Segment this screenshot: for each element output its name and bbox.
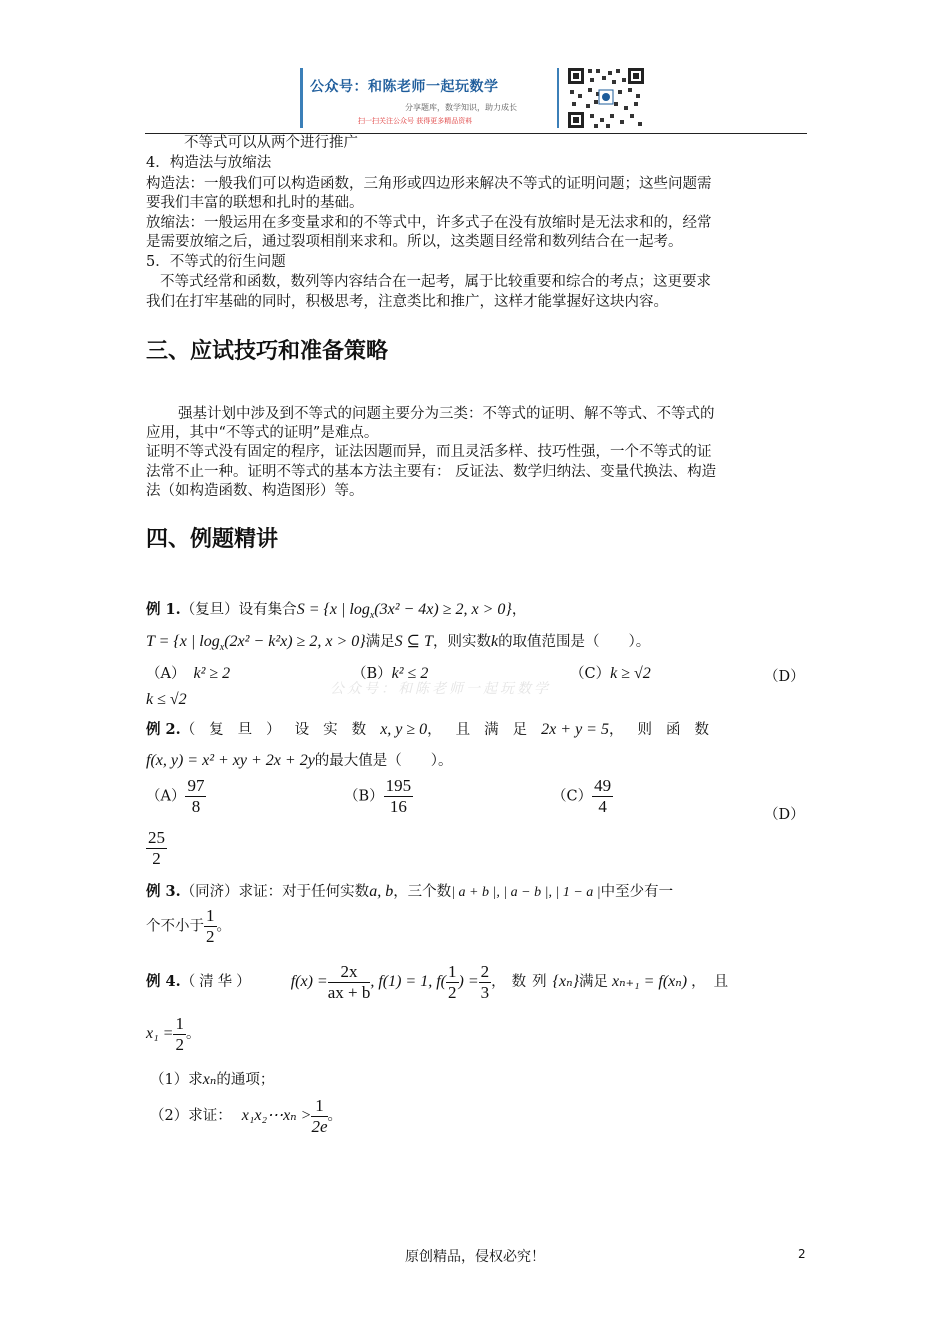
- header-banner: [300, 66, 648, 132]
- example-2-line-2: f(x, y) = x² + xy + 2x + 2y的最大值是（ ）。: [146, 752, 453, 769]
- footer-notice: 原创精品，侵权必究！: [405, 1249, 545, 1265]
- fraction: $\frac{195}{16}$: [385, 776, 412, 816]
- intro-line: 要我们丰富的联想和扎时的基础。: [146, 195, 364, 211]
- example-1-line-1: 例 1.（复旦）设有集合S = {x | $\log_x(3x^2 - 4x) \ge 2$, x > 0}，: [146, 601, 527, 622]
- fraction: $\frac{49}{4}$: [594, 776, 612, 816]
- example-2-option-d: [146, 828, 167, 869]
- fraction: $\frac{97}{8}$: [187, 776, 205, 816]
- example-label: 例 3.: [146, 883, 181, 900]
- fraction: $\frac{2}{3}$: [480, 961, 490, 1002]
- example-label: 例 4.: [146, 973, 181, 990]
- example-1-option-a: （A） k² ≥ 2: [146, 665, 231, 682]
- page-number: 2: [798, 1247, 806, 1261]
- section3-line: 法（如构造函数、构造图形）等。: [146, 483, 364, 499]
- intro-line: 放缩法：一般运用在多变量求和的不等式中，许多式子在没有放缩时是无法求和的，经常: [146, 215, 712, 231]
- section3-line: 应用，其中“不等式的证明”是难点。: [146, 425, 379, 441]
- example-1-option-d-label: （D）: [764, 669, 805, 685]
- section-heading: 三、应试技巧和准备策略: [146, 339, 389, 364]
- fraction: $\frac{1}{2}$: [448, 961, 457, 1002]
- watermark: 公众号：和陈老师一起玩数学: [330, 681, 551, 697]
- banner-title: 公众号：和陈老师一起玩数学: [310, 79, 499, 95]
- math-set-s: S = {x | $\log_x(3x^2 - 4x) \ge 2$, x > 0}: [296, 601, 512, 622]
- intro-item-5: 5．不等式的衍生问题: [146, 254, 286, 270]
- example-1-option-d: k ≤ √2: [146, 691, 187, 708]
- fraction: $\frac{2x}{ax + b}$: [327, 961, 371, 1002]
- fraction: $\frac{1}{2}$: [175, 1013, 184, 1054]
- example-label: 例 1.: [146, 601, 181, 618]
- banner-scan-hint: 扫一扫关注公众号 获得更多精品资料: [358, 117, 473, 125]
- banner-slogan: 分享题库，数学知识，助力成长: [405, 103, 517, 112]
- example-4-question-1: （1）求xₙ的通项；: [150, 1071, 275, 1088]
- example-3-line-1: 例 3.（同济）求证：对于任何实数a, b，三个数| a + b |, | a − b |, | 1 − a |中至少有一: [146, 883, 674, 900]
- fraction: $\frac{1}{2}$: [206, 906, 215, 946]
- example-2-option-c: （C） $\frac{49}{4}$: [552, 776, 612, 816]
- section3-line: 强基计划中涉及到不等式的问题主要分为三类：不等式的证明、解不等式、不等式的: [178, 406, 715, 422]
- qr-code-icon: [566, 66, 646, 130]
- fraction: $\frac{25}{2}$: [148, 828, 165, 868]
- example-4-line-2: x₁ = $\frac{1}{2}$ 。: [146, 1013, 201, 1054]
- section-heading: 四、例题精讲: [146, 527, 279, 552]
- intro-line: 不等式可以从两个进行推广: [184, 135, 358, 151]
- section3-line: 证明不等式没有固定的程序，证法因题而异，而且灵活多样、技巧性强，一个不等式的证: [146, 444, 712, 460]
- example-1-option-b: （B）k² ≤ 2: [352, 665, 429, 682]
- intro-line: 构造法：一般我们可以构造函数，三角形或四边形来解决不等式的证明问题；这些问题需: [146, 176, 712, 192]
- intro-line: 是需要放缩之后，通过裂项相削来求和。所以，这类题目经常和数列结合在一起考。: [146, 234, 683, 250]
- banner-left-bar: [300, 68, 303, 128]
- math-set-t: T = {x | $\log_x(2x^2 - k^2x) \ge 2$, x > 0}: [146, 633, 366, 654]
- banner-divider: [557, 68, 559, 128]
- example-2-line-1: 例 2.（复旦）设实数x, y ≥ 0，且满足2x + y = 5，则函数: [146, 721, 723, 738]
- intro-item-4: 4．构造法与放缩法: [146, 155, 272, 171]
- example-label: 例 2.: [146, 721, 181, 738]
- example-3-line-2: 个不小于 $\frac{1}{2}$ 。: [146, 906, 231, 946]
- example-4-line-1: 例 4.（清华） f(x) = $\frac{2x}{ax + b}$ , f(1) = 1, f( $\frac{1}{2}$ ) = $\frac{2}{3}$ ，数列{xₙ}满足 xₙ₊₁ = f(xₙ) ，且: [146, 961, 737, 1002]
- example-4-question-2: （2）求证： x₁x₂⋯xₙ > $\frac{1}{2e}$ 。: [150, 1095, 342, 1136]
- intro-line: 不等式经常和函数，数列等内容结合在一起考，属于比较重要和综合的考点；这更要求: [160, 274, 711, 290]
- fraction: $\frac{1}{2e}$: [311, 1095, 328, 1136]
- example-1-line-2: T = {x | $\log_x(2x^2 - k^2x) \ge 2$, x > 0}满足S ⊆ T，则实数k的取值范围是（ ）。: [146, 633, 651, 654]
- section3-line: 法常不止一种。证明不等式的基本方法主要有： 反证法、数学归纳法、变量代换法、构造: [146, 464, 717, 480]
- intro-line: 我们在打牢基础的同时，积极思考，注意类比和推广，这样才能掌握好这块内容。: [146, 294, 668, 310]
- example-2-option-a: （A） $\frac{97}{8}$: [146, 776, 205, 816]
- example-2-option-b: （B） $\frac{195}{16}$: [344, 776, 412, 816]
- example-2-option-d-label: （D）: [764, 807, 805, 823]
- example-1-option-c: （C）k ≥ √2: [570, 665, 651, 682]
